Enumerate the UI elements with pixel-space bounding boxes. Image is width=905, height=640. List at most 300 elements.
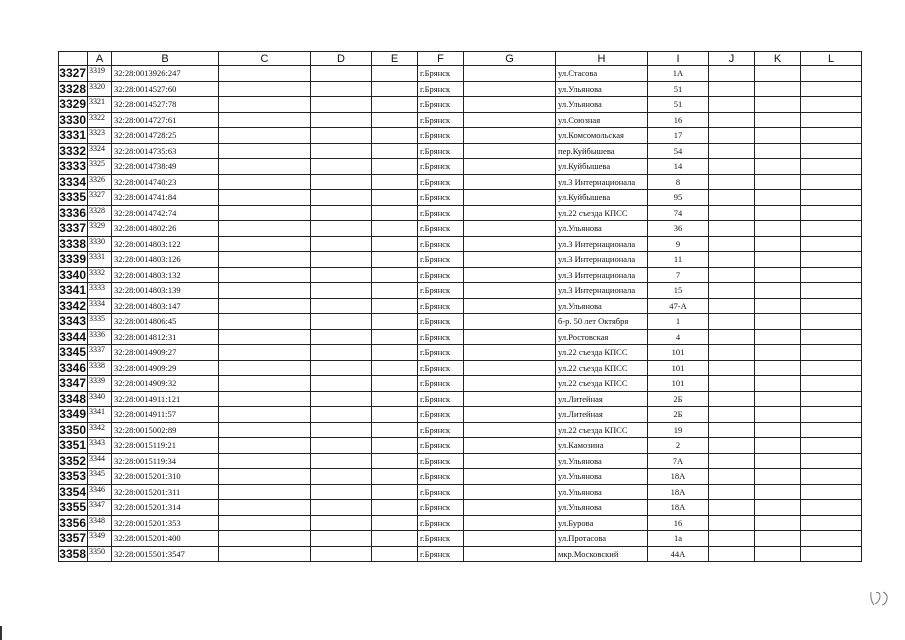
cell-k[interactable] — [755, 376, 801, 392]
cell-b[interactable]: 32:28:0014740:23 — [112, 174, 219, 190]
cell-l[interactable] — [801, 500, 862, 516]
cell-c[interactable] — [219, 345, 311, 361]
cell-c[interactable] — [219, 500, 311, 516]
cell-i[interactable]: 51 — [648, 97, 709, 113]
cell-f[interactable]: г.Брянск — [418, 484, 464, 500]
cell-c[interactable] — [219, 252, 311, 268]
cell-d[interactable] — [311, 221, 372, 237]
cell-b[interactable]: 32:28:0014806:45 — [112, 314, 219, 330]
row-number[interactable]: 3328 — [59, 81, 86, 96]
cell-i[interactable]: 2Б — [648, 407, 709, 423]
cell-b[interactable]: 32:28:0015119:34 — [112, 453, 219, 469]
cell-k[interactable] — [755, 221, 801, 237]
cell-d[interactable] — [311, 190, 372, 206]
cell-d[interactable] — [311, 283, 372, 299]
column-header-e[interactable]: E — [372, 52, 418, 66]
cell-h[interactable]: ул.3 Интернационала — [556, 174, 648, 190]
cell-d[interactable] — [311, 469, 372, 485]
cell-f[interactable]: г.Брянск — [418, 360, 464, 376]
cell-g[interactable] — [464, 407, 556, 423]
cell-c[interactable] — [219, 283, 311, 299]
cell-f[interactable]: г.Брянск — [418, 500, 464, 516]
cell-e[interactable] — [372, 515, 418, 531]
cell-g[interactable] — [464, 438, 556, 454]
cell-e[interactable] — [372, 298, 418, 314]
cell-i[interactable]: 18А — [648, 469, 709, 485]
cell-g[interactable] — [464, 128, 556, 144]
cell-g[interactable] — [464, 267, 556, 283]
cell-k[interactable] — [755, 252, 801, 268]
cell-l[interactable] — [801, 205, 862, 221]
cell-g[interactable] — [464, 453, 556, 469]
cell-i[interactable]: 101 — [648, 345, 709, 361]
cell-b[interactable]: 32:28:0014527:78 — [112, 97, 219, 113]
cell-j[interactable] — [709, 453, 755, 469]
cell-i[interactable]: 1а — [648, 531, 709, 547]
cell-a[interactable]: 3335 — [88, 314, 112, 330]
cell-f[interactable]: г.Брянск — [418, 128, 464, 144]
cell-e[interactable] — [372, 360, 418, 376]
row-number[interactable]: 3334 — [59, 174, 86, 189]
cell-i[interactable]: 18А — [648, 484, 709, 500]
cell-e[interactable] — [372, 283, 418, 299]
cell-k[interactable] — [755, 97, 801, 113]
cell-c[interactable] — [219, 329, 311, 345]
column-header-k[interactable]: K — [755, 52, 801, 66]
cell-b[interactable]: 32:28:0014803:147 — [112, 298, 219, 314]
cell-a[interactable]: 3350 — [88, 546, 112, 562]
cell-j[interactable] — [709, 298, 755, 314]
cell-k[interactable] — [755, 174, 801, 190]
cell-c[interactable] — [219, 205, 311, 221]
cell-f[interactable]: г.Брянск — [418, 407, 464, 423]
cell-l[interactable] — [801, 329, 862, 345]
cell-j[interactable] — [709, 329, 755, 345]
cell-h[interactable]: ул.Камозина — [556, 438, 648, 454]
row-number[interactable]: 3339 — [59, 252, 86, 267]
cell-b[interactable]: 32:28:0015201:353 — [112, 515, 219, 531]
cell-d[interactable] — [311, 345, 372, 361]
cell-h[interactable]: ул.Ульянова — [556, 469, 648, 485]
cell-a[interactable]: 3321 — [88, 97, 112, 113]
cell-j[interactable] — [709, 500, 755, 516]
cell-d[interactable] — [311, 438, 372, 454]
column-header-j[interactable]: J — [709, 52, 755, 66]
cell-f[interactable]: г.Брянск — [418, 159, 464, 175]
cell-c[interactable] — [219, 453, 311, 469]
cell-c[interactable] — [219, 236, 311, 252]
cell-g[interactable] — [464, 66, 556, 82]
cell-j[interactable] — [709, 159, 755, 175]
cell-e[interactable] — [372, 438, 418, 454]
cell-g[interactable] — [464, 376, 556, 392]
cell-l[interactable] — [801, 66, 862, 82]
cell-a[interactable]: 3336 — [88, 329, 112, 345]
cell-f[interactable]: г.Брянск — [418, 267, 464, 283]
cell-j[interactable] — [709, 236, 755, 252]
cell-a[interactable]: 3340 — [88, 391, 112, 407]
cell-j[interactable] — [709, 360, 755, 376]
cell-k[interactable] — [755, 453, 801, 469]
cell-d[interactable] — [311, 81, 372, 97]
cell-b[interactable]: 32:28:0015201:314 — [112, 500, 219, 516]
cell-l[interactable] — [801, 159, 862, 175]
cell-j[interactable] — [709, 283, 755, 299]
cell-k[interactable] — [755, 531, 801, 547]
cell-i[interactable]: 47-А — [648, 298, 709, 314]
cell-i[interactable]: 44А — [648, 546, 709, 562]
row-number[interactable]: 3341 — [59, 283, 86, 298]
cell-e[interactable] — [372, 314, 418, 330]
column-header-a[interactable]: A — [88, 52, 112, 66]
cell-g[interactable] — [464, 314, 556, 330]
cell-f[interactable]: г.Брянск — [418, 221, 464, 237]
cell-a[interactable]: 3344 — [88, 453, 112, 469]
cell-f[interactable]: г.Брянск — [418, 391, 464, 407]
cell-c[interactable] — [219, 81, 311, 97]
cell-c[interactable] — [219, 422, 311, 438]
cell-h[interactable]: б-р. 50 лет Октября — [556, 314, 648, 330]
cell-l[interactable] — [801, 298, 862, 314]
cell-e[interactable] — [372, 190, 418, 206]
cell-k[interactable] — [755, 345, 801, 361]
cell-i[interactable]: 16 — [648, 112, 709, 128]
cell-j[interactable] — [709, 81, 755, 97]
cell-a[interactable]: 3324 — [88, 143, 112, 159]
cell-c[interactable] — [219, 407, 311, 423]
cell-g[interactable] — [464, 112, 556, 128]
cell-h[interactable]: ул.Комсомольская — [556, 128, 648, 144]
cell-k[interactable] — [755, 469, 801, 485]
cell-h[interactable]: ул.Ульянова — [556, 500, 648, 516]
column-header-g[interactable]: G — [464, 52, 556, 66]
cell-e[interactable] — [372, 159, 418, 175]
row-number[interactable]: 3347 — [59, 376, 86, 391]
cell-b[interactable]: 32:28:0014803:132 — [112, 267, 219, 283]
row-number[interactable]: 3356 — [59, 515, 86, 530]
cell-j[interactable] — [709, 66, 755, 82]
cell-k[interactable] — [755, 314, 801, 330]
cell-j[interactable] — [709, 438, 755, 454]
cell-c[interactable] — [219, 66, 311, 82]
cell-f[interactable]: г.Брянск — [418, 438, 464, 454]
cell-g[interactable] — [464, 143, 556, 159]
column-header-i[interactable]: I — [648, 52, 709, 66]
cell-d[interactable] — [311, 97, 372, 113]
cell-c[interactable] — [219, 531, 311, 547]
cell-c[interactable] — [219, 174, 311, 190]
cell-h[interactable]: ул.Литейная — [556, 391, 648, 407]
cell-k[interactable] — [755, 546, 801, 562]
cell-l[interactable] — [801, 112, 862, 128]
cell-d[interactable] — [311, 546, 372, 562]
cell-k[interactable] — [755, 205, 801, 221]
cell-f[interactable]: г.Брянск — [418, 66, 464, 82]
cell-g[interactable] — [464, 329, 556, 345]
cell-j[interactable] — [709, 112, 755, 128]
cell-i[interactable]: 11 — [648, 252, 709, 268]
cell-k[interactable] — [755, 500, 801, 516]
cell-i[interactable]: 1 — [648, 314, 709, 330]
cell-l[interactable] — [801, 531, 862, 547]
row-number[interactable]: 3327 — [59, 66, 86, 81]
row-number[interactable]: 3350 — [59, 422, 86, 437]
cell-l[interactable] — [801, 546, 862, 562]
cell-g[interactable] — [464, 345, 556, 361]
cell-b[interactable]: 32:28:0014803:139 — [112, 283, 219, 299]
cell-i[interactable]: 95 — [648, 190, 709, 206]
cell-f[interactable]: г.Брянск — [418, 205, 464, 221]
cell-j[interactable] — [709, 252, 755, 268]
cell-h[interactable]: ул.Ульянова — [556, 298, 648, 314]
cell-i[interactable]: 101 — [648, 376, 709, 392]
cell-c[interactable] — [219, 128, 311, 144]
column-header-f[interactable]: F — [418, 52, 464, 66]
cell-j[interactable] — [709, 484, 755, 500]
row-number[interactable]: 3330 — [59, 112, 86, 127]
row-number[interactable]: 3331 — [59, 128, 86, 143]
cell-a[interactable]: 3326 — [88, 174, 112, 190]
cell-e[interactable] — [372, 112, 418, 128]
cell-i[interactable]: 7 — [648, 267, 709, 283]
cell-k[interactable] — [755, 298, 801, 314]
cell-k[interactable] — [755, 422, 801, 438]
row-number[interactable]: 3352 — [59, 453, 86, 468]
cell-i[interactable]: 101 — [648, 360, 709, 376]
cell-k[interactable] — [755, 112, 801, 128]
cell-l[interactable] — [801, 81, 862, 97]
cell-h[interactable]: ул.Бурова — [556, 515, 648, 531]
cell-l[interactable] — [801, 376, 862, 392]
cell-e[interactable] — [372, 221, 418, 237]
cell-f[interactable]: г.Брянск — [418, 329, 464, 345]
cell-h[interactable]: ул.22 съезда КПСС — [556, 345, 648, 361]
cell-e[interactable] — [372, 422, 418, 438]
cell-e[interactable] — [372, 143, 418, 159]
cell-c[interactable] — [219, 546, 311, 562]
row-number[interactable]: 3354 — [59, 484, 86, 499]
row-number[interactable]: 3346 — [59, 360, 86, 375]
cell-j[interactable] — [709, 128, 755, 144]
cell-d[interactable] — [311, 205, 372, 221]
cell-l[interactable] — [801, 469, 862, 485]
cell-d[interactable] — [311, 360, 372, 376]
cell-h[interactable]: ул.3 Интернационала — [556, 267, 648, 283]
cell-l[interactable] — [801, 407, 862, 423]
cell-f[interactable]: г.Брянск — [418, 112, 464, 128]
cell-j[interactable] — [709, 314, 755, 330]
cell-g[interactable] — [464, 81, 556, 97]
cell-e[interactable] — [372, 546, 418, 562]
cell-e[interactable] — [372, 329, 418, 345]
cell-g[interactable] — [464, 252, 556, 268]
cell-j[interactable] — [709, 391, 755, 407]
cell-g[interactable] — [464, 515, 556, 531]
cell-h[interactable]: ул.Ульянова — [556, 221, 648, 237]
cell-h[interactable]: ул.22 съезда КПСС — [556, 422, 648, 438]
cell-l[interactable] — [801, 143, 862, 159]
cell-b[interactable]: 32:28:0015119:21 — [112, 438, 219, 454]
cell-b[interactable]: 32:28:0015201:400 — [112, 531, 219, 547]
cell-f[interactable]: г.Брянск — [418, 546, 464, 562]
cell-b[interactable]: 32:28:0015201:310 — [112, 469, 219, 485]
cell-f[interactable]: г.Брянск — [418, 283, 464, 299]
cell-a[interactable]: 3343 — [88, 438, 112, 454]
cell-l[interactable] — [801, 422, 862, 438]
cell-h[interactable]: ул.3 Интернационала — [556, 283, 648, 299]
cell-a[interactable]: 3346 — [88, 484, 112, 500]
cell-d[interactable] — [311, 128, 372, 144]
cell-h[interactable]: ул.Литейная — [556, 407, 648, 423]
cell-l[interactable] — [801, 267, 862, 283]
cell-b[interactable]: 32:28:0014727:61 — [112, 112, 219, 128]
cell-g[interactable] — [464, 531, 556, 547]
cell-i[interactable]: 18А — [648, 500, 709, 516]
cell-b[interactable]: 32:28:0014909:32 — [112, 376, 219, 392]
cell-g[interactable] — [464, 360, 556, 376]
cell-d[interactable] — [311, 66, 372, 82]
cell-f[interactable]: г.Брянск — [418, 314, 464, 330]
cell-a[interactable]: 3342 — [88, 422, 112, 438]
cell-l[interactable] — [801, 252, 862, 268]
cell-c[interactable] — [219, 112, 311, 128]
cell-d[interactable] — [311, 174, 372, 190]
cell-j[interactable] — [709, 469, 755, 485]
row-number[interactable]: 3344 — [59, 329, 86, 344]
cell-j[interactable] — [709, 143, 755, 159]
cell-h[interactable]: ул.22 съезда КПСС — [556, 360, 648, 376]
cell-c[interactable] — [219, 159, 311, 175]
cell-g[interactable] — [464, 469, 556, 485]
cell-d[interactable] — [311, 453, 372, 469]
cell-f[interactable]: г.Брянск — [418, 81, 464, 97]
cell-i[interactable]: 9 — [648, 236, 709, 252]
cell-g[interactable] — [464, 546, 556, 562]
cell-e[interactable] — [372, 174, 418, 190]
cell-b[interactable]: 32:28:0014741:84 — [112, 190, 219, 206]
cell-l[interactable] — [801, 391, 862, 407]
cell-b[interactable]: 32:28:0014803:122 — [112, 236, 219, 252]
cell-i[interactable]: 15 — [648, 283, 709, 299]
cell-j[interactable] — [709, 174, 755, 190]
cell-i[interactable]: 54 — [648, 143, 709, 159]
column-header-h[interactable]: H — [556, 52, 648, 66]
cell-f[interactable]: г.Брянск — [418, 97, 464, 113]
cell-l[interactable] — [801, 360, 862, 376]
cell-e[interactable] — [372, 81, 418, 97]
cell-c[interactable] — [219, 515, 311, 531]
cell-f[interactable]: г.Брянск — [418, 469, 464, 485]
cell-i[interactable]: 16 — [648, 515, 709, 531]
cell-d[interactable] — [311, 112, 372, 128]
cell-c[interactable] — [219, 376, 311, 392]
cell-k[interactable] — [755, 438, 801, 454]
cell-e[interactable] — [372, 407, 418, 423]
cell-e[interactable] — [372, 453, 418, 469]
cell-d[interactable] — [311, 329, 372, 345]
row-number[interactable]: 3358 — [59, 546, 86, 561]
cell-e[interactable] — [372, 128, 418, 144]
row-number[interactable]: 3338 — [59, 236, 86, 251]
cell-h[interactable]: ул.Стасова — [556, 66, 648, 82]
row-number[interactable]: 3337 — [59, 221, 86, 236]
cell-b[interactable]: 32:28:0014909:29 — [112, 360, 219, 376]
cell-g[interactable] — [464, 298, 556, 314]
cell-c[interactable] — [219, 267, 311, 283]
cell-i[interactable]: 8 — [648, 174, 709, 190]
cell-e[interactable] — [372, 376, 418, 392]
cell-d[interactable] — [311, 314, 372, 330]
cell-b[interactable]: 32:28:0015201:311 — [112, 484, 219, 500]
row-number[interactable]: 3349 — [59, 407, 86, 422]
cell-g[interactable] — [464, 500, 556, 516]
cell-e[interactable] — [372, 345, 418, 361]
cell-k[interactable] — [755, 329, 801, 345]
cell-f[interactable]: г.Брянск — [418, 531, 464, 547]
cell-k[interactable] — [755, 407, 801, 423]
cell-c[interactable] — [219, 190, 311, 206]
cell-h[interactable]: ул.Ростовская — [556, 329, 648, 345]
cell-b[interactable]: 32:28:0014527:60 — [112, 81, 219, 97]
cell-i[interactable]: 51 — [648, 81, 709, 97]
cell-h[interactable]: ул.22 съезда КПСС — [556, 376, 648, 392]
cell-g[interactable] — [464, 190, 556, 206]
cell-k[interactable] — [755, 283, 801, 299]
cell-i[interactable]: 2Б — [648, 391, 709, 407]
cell-k[interactable] — [755, 360, 801, 376]
cell-k[interactable] — [755, 236, 801, 252]
cell-k[interactable] — [755, 66, 801, 82]
cell-c[interactable] — [219, 143, 311, 159]
row-number[interactable]: 3343 — [59, 314, 86, 329]
cell-a[interactable]: 3329 — [88, 221, 112, 237]
cell-g[interactable] — [464, 174, 556, 190]
cell-g[interactable] — [464, 97, 556, 113]
cell-a[interactable]: 3322 — [88, 112, 112, 128]
cell-i[interactable]: 19 — [648, 422, 709, 438]
cell-c[interactable] — [219, 360, 311, 376]
cell-k[interactable] — [755, 143, 801, 159]
cell-d[interactable] — [311, 298, 372, 314]
cell-g[interactable] — [464, 205, 556, 221]
row-number[interactable]: 3351 — [59, 438, 86, 453]
cell-c[interactable] — [219, 298, 311, 314]
cell-f[interactable]: г.Брянск — [418, 515, 464, 531]
cell-a[interactable]: 3325 — [88, 159, 112, 175]
cell-d[interactable] — [311, 407, 372, 423]
cell-b[interactable]: 32:28:0013926:247 — [112, 66, 219, 82]
cell-a[interactable]: 3345 — [88, 469, 112, 485]
cell-i[interactable]: 14 — [648, 159, 709, 175]
cell-f[interactable]: г.Брянск — [418, 345, 464, 361]
cell-l[interactable] — [801, 174, 862, 190]
row-number[interactable]: 3355 — [59, 500, 86, 515]
cell-e[interactable] — [372, 252, 418, 268]
cell-j[interactable] — [709, 221, 755, 237]
cell-a[interactable]: 3333 — [88, 283, 112, 299]
cell-b[interactable]: 32:28:0014911:121 — [112, 391, 219, 407]
cell-b[interactable]: 32:28:0014911:57 — [112, 407, 219, 423]
cell-l[interactable] — [801, 283, 862, 299]
cell-e[interactable] — [372, 469, 418, 485]
cell-c[interactable] — [219, 438, 311, 454]
cell-e[interactable] — [372, 205, 418, 221]
cell-c[interactable] — [219, 221, 311, 237]
cell-k[interactable] — [755, 190, 801, 206]
cell-d[interactable] — [311, 500, 372, 516]
cell-l[interactable] — [801, 345, 862, 361]
cell-i[interactable]: 4 — [648, 329, 709, 345]
